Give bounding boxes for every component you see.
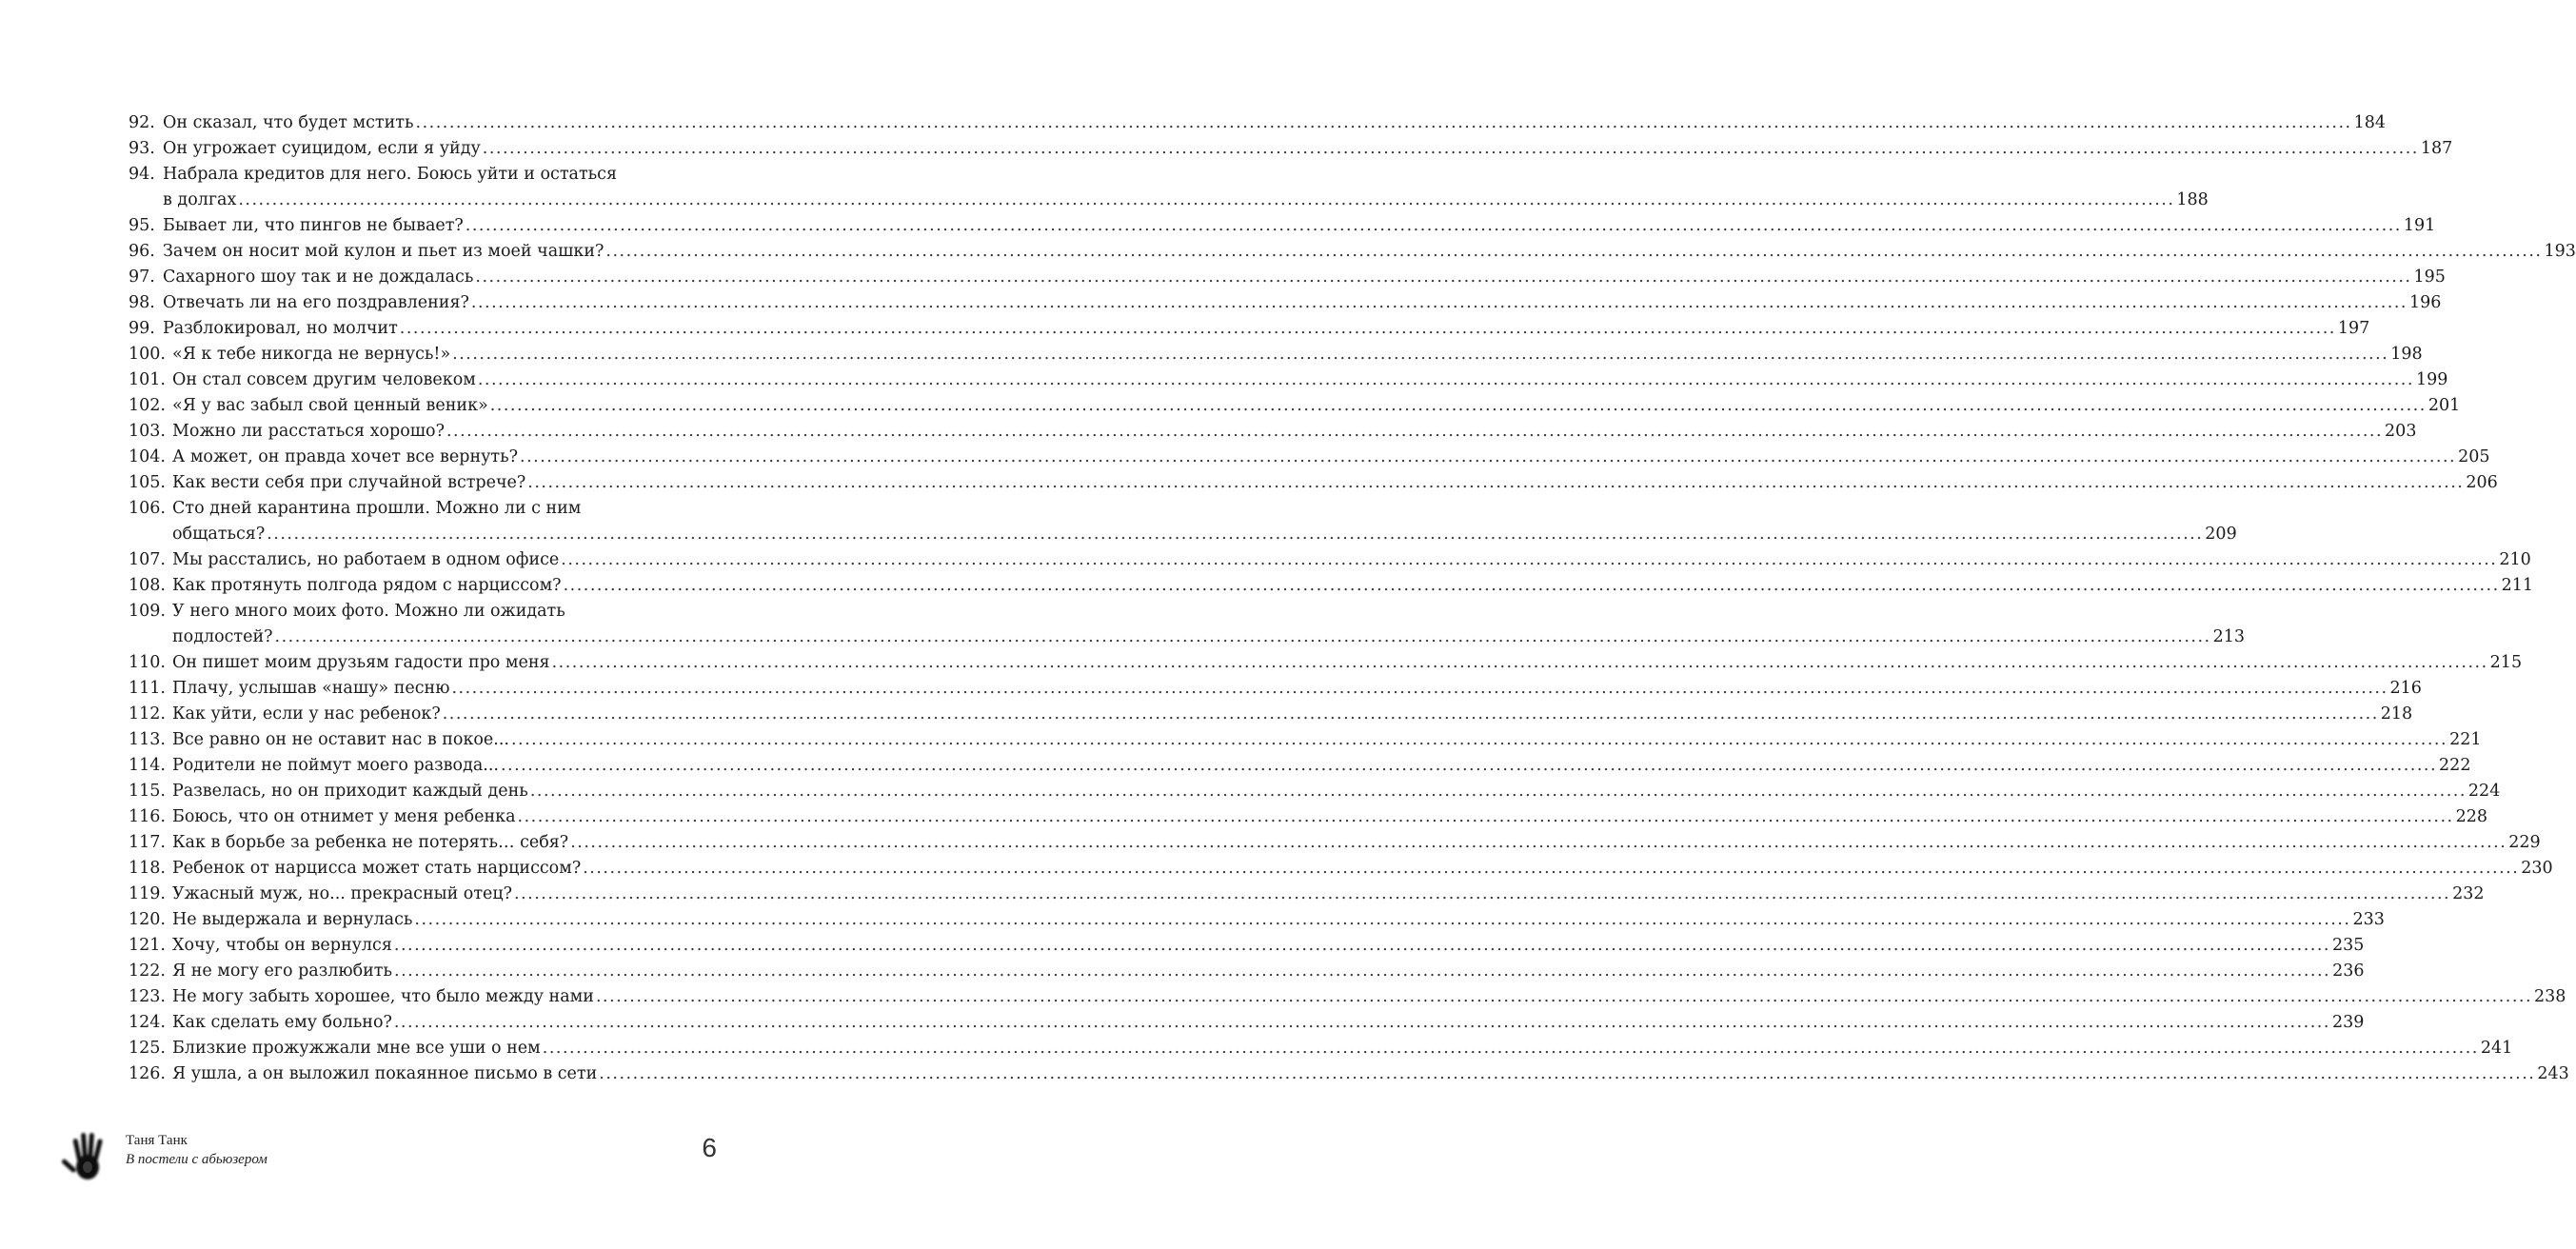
toc-entry-page: 211 — [2501, 576, 2534, 595]
toc-leader-dots — [267, 522, 2203, 547]
toc-entry-number: 101. — [129, 370, 166, 389]
toc-leader-dots — [583, 856, 2519, 882]
toc-entry-number: 105. — [129, 473, 166, 492]
toc-entry-number: 102. — [129, 396, 166, 415]
toc-entry-number: 121. — [129, 936, 166, 955]
toc-entry[interactable] — [129, 984, 2566, 1010]
toc-entry-number: 96. — [129, 242, 155, 261]
toc-entry[interactable] — [129, 239, 2576, 265]
toc-entry-page: 201 — [2427, 396, 2461, 415]
toc-entry-number: 98. — [129, 293, 155, 312]
toc-entry-page: 196 — [2408, 293, 2442, 312]
toc-leader-dots — [605, 239, 2542, 265]
toc-entry[interactable] — [129, 419, 2417, 445]
toc-leader-dots — [520, 445, 2456, 470]
toc-entry-page: 233 — [2352, 910, 2385, 929]
toc-leader-dots — [552, 650, 2488, 676]
toc-entry[interactable] — [129, 1010, 2365, 1036]
toc-entry[interactable] — [129, 1036, 2513, 1061]
toc-entry-page: 230 — [2521, 859, 2553, 878]
toc-entry[interactable] — [129, 367, 2448, 393]
toc-entry-number: 124. — [129, 1013, 166, 1032]
toc-entry-title: Не могу забыть хорошее, что было между нами — [172, 987, 594, 1006]
toc-entry-number: 97. — [129, 268, 155, 287]
toc-entry-number: 111. — [129, 679, 166, 698]
toc-entry-number: 93. — [129, 139, 155, 158]
toc-entry[interactable] — [129, 136, 2453, 162]
toc-entry-title: Как вести себя при случайной встрече? — [172, 473, 526, 492]
toc-entry-page: 193 — [2544, 242, 2576, 261]
toc-leader-dots — [452, 342, 2388, 367]
toc-entry-title: Плачу, услышав «нашу» песню — [172, 679, 450, 698]
toc-leader-dots — [511, 727, 2447, 753]
toc-entry-number: 107. — [129, 550, 166, 569]
toc-entry[interactable] — [129, 265, 2446, 290]
toc-entry-title: Как уйти, если у нас ребенок? — [172, 704, 441, 724]
toc-leader-dots — [478, 367, 2414, 393]
toc-entry-title: Он пишет моим друзьям гадости про меня — [172, 653, 550, 672]
toc-entry-number: 103. — [129, 422, 166, 441]
toc-entry-page: 206 — [2466, 473, 2498, 492]
page-footer — [0, 1123, 804, 1190]
toc-entry-title: У него много моих фото. Можно ли ожидать — [172, 602, 565, 621]
toc-leader-dots — [514, 882, 2450, 907]
toc-leader-dots — [490, 393, 2427, 419]
toc-entry[interactable] — [129, 650, 2523, 676]
toc-entry-title: Набрала кредитов для него. Боюсь уйти и остаться — [163, 165, 618, 184]
toc-entry-page: 218 — [2380, 704, 2413, 724]
toc-entry-title: Я не могу его разлюбить — [172, 962, 393, 981]
toc-entry[interactable] — [129, 470, 2498, 496]
toc-leader-dots — [543, 1036, 2479, 1061]
toc-entry-number: 126. — [129, 1064, 166, 1083]
toc-leader-dots — [451, 676, 2388, 702]
toc-entry-page: 195 — [2413, 268, 2446, 287]
book-title: В постели с абьюзером — [126, 1152, 268, 1167]
toc-entry-title: Разблокировал, но молчит — [163, 319, 398, 338]
author-name: Таня Танк — [126, 1133, 188, 1148]
toc-entry-number: 116. — [129, 807, 166, 826]
toc-entry-title: Хочу, чтобы он вернулся — [172, 936, 392, 955]
toc-entry-number: 95. — [129, 216, 155, 235]
page-number: 6 — [702, 1133, 717, 1162]
toc-entry-page: 188 — [2176, 190, 2209, 209]
toc-leader-dots — [483, 136, 2419, 162]
toc-entry-page: 198 — [2390, 345, 2423, 364]
toc-entry-title: Он угрожает суицидом, если я уйду — [163, 139, 481, 158]
toc-leader-dots — [416, 110, 2352, 136]
toc-entry-title: Сахарного шоу так и не дождалась — [163, 268, 474, 287]
toc-entry-title: Сто дней карантина прошли. Можно ли с ним — [172, 499, 582, 518]
toc-entry[interactable] — [129, 213, 2436, 239]
toc-entry-page: 222 — [2439, 756, 2471, 775]
toc-leader-dots — [414, 907, 2350, 933]
toc-entry-title: Зачем он носит мой кулон и пьет из моей чашки? — [163, 242, 604, 261]
toc-entry-page: 239 — [2331, 1013, 2365, 1032]
toc-entry[interactable] — [129, 804, 2488, 830]
toc-entry-title-continued: в долгах — [163, 190, 237, 209]
toc-entry-title: Бывает ли, что пингов не бывает? — [163, 216, 464, 235]
toc-entry-number: 104. — [129, 447, 166, 466]
toc-entry-page: 215 — [2489, 653, 2523, 672]
toc-entry-page: 243 — [2537, 1064, 2569, 1083]
hand-icon — [63, 1129, 110, 1184]
toc-entry[interactable] — [129, 110, 2386, 136]
toc-entry-page: 205 — [2458, 447, 2490, 466]
toc-entry-title: Мы расстались, но работаем в одном офисе — [172, 550, 560, 569]
toc-leader-dots — [518, 804, 2454, 830]
table-of-contents — [129, 110, 2576, 1087]
toc-entry-title: Как в борьбе за ребенка не потерять… себя? — [172, 833, 569, 852]
toc-entry[interactable] — [129, 573, 2534, 599]
toc-entry-number: 115. — [129, 782, 166, 801]
toc-entry-page: 199 — [2415, 370, 2448, 389]
toc-entry[interactable] — [129, 933, 2365, 959]
toc-entry-page: 228 — [2455, 807, 2488, 826]
toc-entry-page: 238 — [2534, 987, 2566, 1006]
toc-entry-page: 229 — [2508, 833, 2541, 852]
toc-entry-page: 203 — [2385, 422, 2417, 441]
toc-entry-page: 213 — [2212, 627, 2245, 646]
toc-entry-number: 113. — [129, 730, 166, 749]
toc-entry-page: 235 — [2331, 936, 2365, 955]
toc-leader-dots — [564, 573, 2500, 599]
toc-entry-number: 112. — [129, 704, 166, 724]
toc-entry[interactable] — [129, 882, 2485, 907]
toc-entry-number: 114. — [129, 756, 166, 775]
toc-entry-title: Он стал совсем другим человеком — [172, 370, 476, 389]
toc-entry-number: 108. — [129, 576, 166, 595]
toc-leader-dots — [446, 419, 2383, 445]
toc-entry-title: Как протянуть полгода рядом с нарциссом? — [172, 576, 562, 595]
toc-entry-page: 187 — [2420, 139, 2453, 158]
toc-entry-number: 119. — [129, 884, 166, 903]
toc-entry-title: Можно ли расстаться хорошо? — [172, 422, 445, 441]
toc-entry-page: 241 — [2480, 1039, 2513, 1058]
toc-entry-number: 120. — [129, 910, 166, 929]
toc-leader-dots — [394, 1010, 2330, 1036]
toc-entry[interactable] — [129, 753, 2471, 779]
toc-entry-title: Я ушла, а он выложил покаянное письмо в сети — [172, 1064, 598, 1083]
toc-entry-title: Развелась, но он приходит каждый день — [172, 782, 528, 801]
toc-entry-page: 197 — [2337, 319, 2370, 338]
toc-leader-dots — [400, 316, 2336, 342]
toc-entry-title-continued: общаться? — [172, 525, 266, 544]
toc-entry-title: Родители не поймут моего развода... — [172, 756, 499, 775]
toc-entry-title: А может, он правда хочет все вернуть? — [172, 447, 519, 466]
toc-entry[interactable] — [129, 779, 2501, 804]
toc-leader-dots — [570, 830, 2507, 856]
toc-entry[interactable] — [129, 959, 2365, 984]
toc-entry[interactable] — [129, 907, 2385, 933]
toc-leader-dots — [394, 959, 2330, 984]
toc-entry-title: «Я у вас забыл свой ценный веник» — [172, 396, 488, 415]
toc-entry-number: 94. — [129, 165, 155, 184]
toc-leader-dots — [394, 933, 2330, 959]
toc-leader-dots — [443, 702, 2379, 727]
toc-entry[interactable] — [129, 727, 2482, 753]
toc-entry[interactable] — [129, 702, 2413, 727]
toc-entry-number: 125. — [129, 1039, 166, 1058]
toc-entry-number: 117. — [129, 833, 166, 852]
toc-entry-number: 123. — [129, 987, 166, 1006]
toc-entry-title: Близкие прожужжали мне все уши о нем — [172, 1039, 541, 1058]
toc-entry-title: Он сказал, что будет мстить — [163, 113, 414, 132]
toc-leader-dots — [596, 984, 2532, 1010]
toc-entry[interactable] — [129, 599, 2245, 650]
toc-leader-dots — [275, 624, 2211, 650]
toc-entry-number: 109. — [129, 602, 166, 621]
toc-entry[interactable] — [129, 393, 2461, 419]
toc-entry-number: 92. — [129, 113, 155, 132]
toc-entry-title: «Я к тебе никогда не вернусь!» — [172, 345, 451, 364]
toc-entry-page: 232 — [2452, 884, 2485, 903]
toc-entry-title: Отвечать ли на его поздравления? — [163, 293, 469, 312]
toc-leader-dots — [501, 753, 2437, 779]
toc-entry-title-continued: подлостей? — [172, 627, 273, 646]
toc-leader-dots — [238, 188, 2174, 213]
toc-entry[interactable] — [129, 830, 2541, 856]
toc-entry-number: 110. — [129, 653, 166, 672]
toc-leader-dots — [527, 470, 2464, 496]
toc-entry[interactable] — [129, 290, 2442, 316]
toc-entry-title: Ужасный муж, но... прекрасный отец? — [172, 884, 513, 903]
toc-entry[interactable] — [129, 547, 2531, 573]
toc-entry[interactable] — [129, 676, 2422, 702]
toc-entry-title: Все равно он не оставит нас в покое... — [172, 730, 509, 749]
toc-entry-number: 106. — [129, 499, 166, 518]
toc-entry-page: 209 — [2205, 525, 2237, 544]
toc-entry[interactable] — [129, 162, 2209, 213]
toc-entry-title: Не выдержала и вернулась — [172, 910, 413, 929]
toc-leader-dots — [471, 290, 2408, 316]
toc-leader-dots — [466, 213, 2402, 239]
toc-entry-page: 221 — [2449, 730, 2482, 749]
toc-entry[interactable] — [129, 856, 2553, 882]
toc-entry-title: Как сделать ему больно? — [172, 1013, 392, 1032]
toc-entry-number: 99. — [129, 319, 155, 338]
toc-leader-dots — [599, 1061, 2535, 1087]
toc-entry-title: Ребенок от нарцисса может стать нарциссом? — [172, 859, 582, 878]
toc-entry-page: 216 — [2389, 679, 2422, 698]
toc-entry-page: 191 — [2403, 216, 2436, 235]
toc-entry[interactable] — [129, 496, 2237, 547]
toc-leader-dots — [561, 547, 2497, 573]
toc-entry-number: 118. — [129, 859, 166, 878]
toc-entry[interactable] — [129, 445, 2490, 470]
toc-entry[interactable] — [129, 1061, 2569, 1087]
toc-entry-page: 210 — [2499, 550, 2531, 569]
toc-entry-page: 224 — [2467, 782, 2501, 801]
toc-entry-page: 236 — [2332, 962, 2365, 981]
toc-leader-dots — [475, 265, 2411, 290]
toc-entry[interactable] — [129, 342, 2423, 367]
toc-entry-title: Боюсь, что он отнимет у меня ребенка — [172, 807, 516, 826]
toc-leader-dots — [530, 779, 2467, 804]
toc-entry[interactable] — [129, 316, 2370, 342]
toc-entry-number: 122. — [129, 962, 166, 981]
toc-entry-page: 184 — [2353, 113, 2386, 132]
toc-entry-number: 100. — [129, 345, 166, 364]
